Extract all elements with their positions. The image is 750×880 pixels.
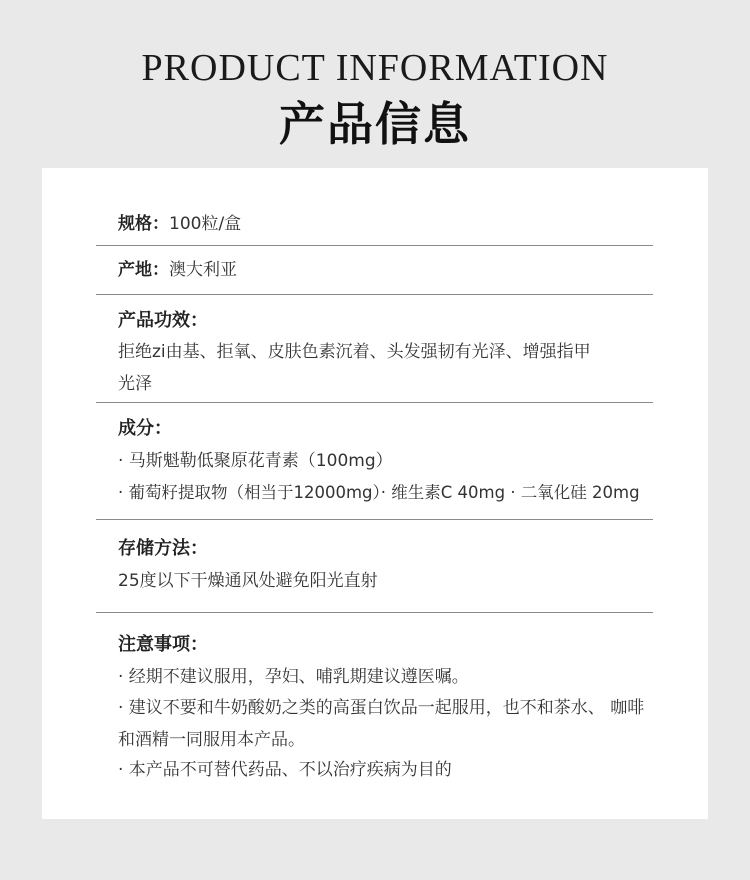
notes-line-2: · 建议不要和牛奶酸奶之类的高蛋白饮品一起服用，也不和茶水、 咖啡 — [118, 698, 645, 718]
page-title-en: PRODUCT INFORMATION — [141, 47, 609, 89]
origin-row — [118, 255, 237, 286]
specs-value: 100粒/盒 — [169, 214, 242, 234]
product-info-card — [42, 168, 708, 819]
ingredients-label: 成分： — [118, 418, 172, 439]
efficacy-line-1: 拒绝zi由基、拒氧、皮肤色素沉着、头发强韧有光泽、增强指甲 — [118, 342, 591, 362]
ingredients-line-2: · 葡萄籽提取物（相当于12000mg）· 维生素C 40mg · 二氧化硅 20mg — [118, 483, 640, 502]
notes-label: 注意事项： — [118, 634, 208, 655]
notes-line-4: · 本产品不可替代药品、不以治疗疾病为目的 — [118, 760, 452, 780]
notes-line-1: · 经期不建议服用，孕妇、哺乳期建议遵医嘱。 — [118, 667, 469, 687]
divider — [96, 402, 653, 403]
origin-label: 产地： — [118, 260, 169, 280]
specs-label: 规格： — [118, 214, 169, 234]
divider — [96, 612, 653, 613]
efficacy-line-2: 光泽 — [118, 374, 152, 394]
efficacy-label: 产品功效： — [118, 310, 208, 331]
storage-value: 25度以下干燥通风处避免阳光直射 — [118, 571, 378, 591]
specs-row — [118, 209, 241, 240]
origin-value: 澳大利亚 — [169, 260, 237, 280]
page-title-cn: 产品信息 — [279, 97, 471, 151]
divider — [96, 519, 653, 520]
ingredients-line-1: · 马斯魁勒低聚原花青素（100mg） — [118, 451, 393, 471]
divider — [96, 294, 653, 295]
divider — [96, 245, 653, 246]
notes-line-3: 和酒精一同服用本产品。 — [118, 730, 305, 750]
storage-label: 存储方法： — [118, 538, 208, 559]
